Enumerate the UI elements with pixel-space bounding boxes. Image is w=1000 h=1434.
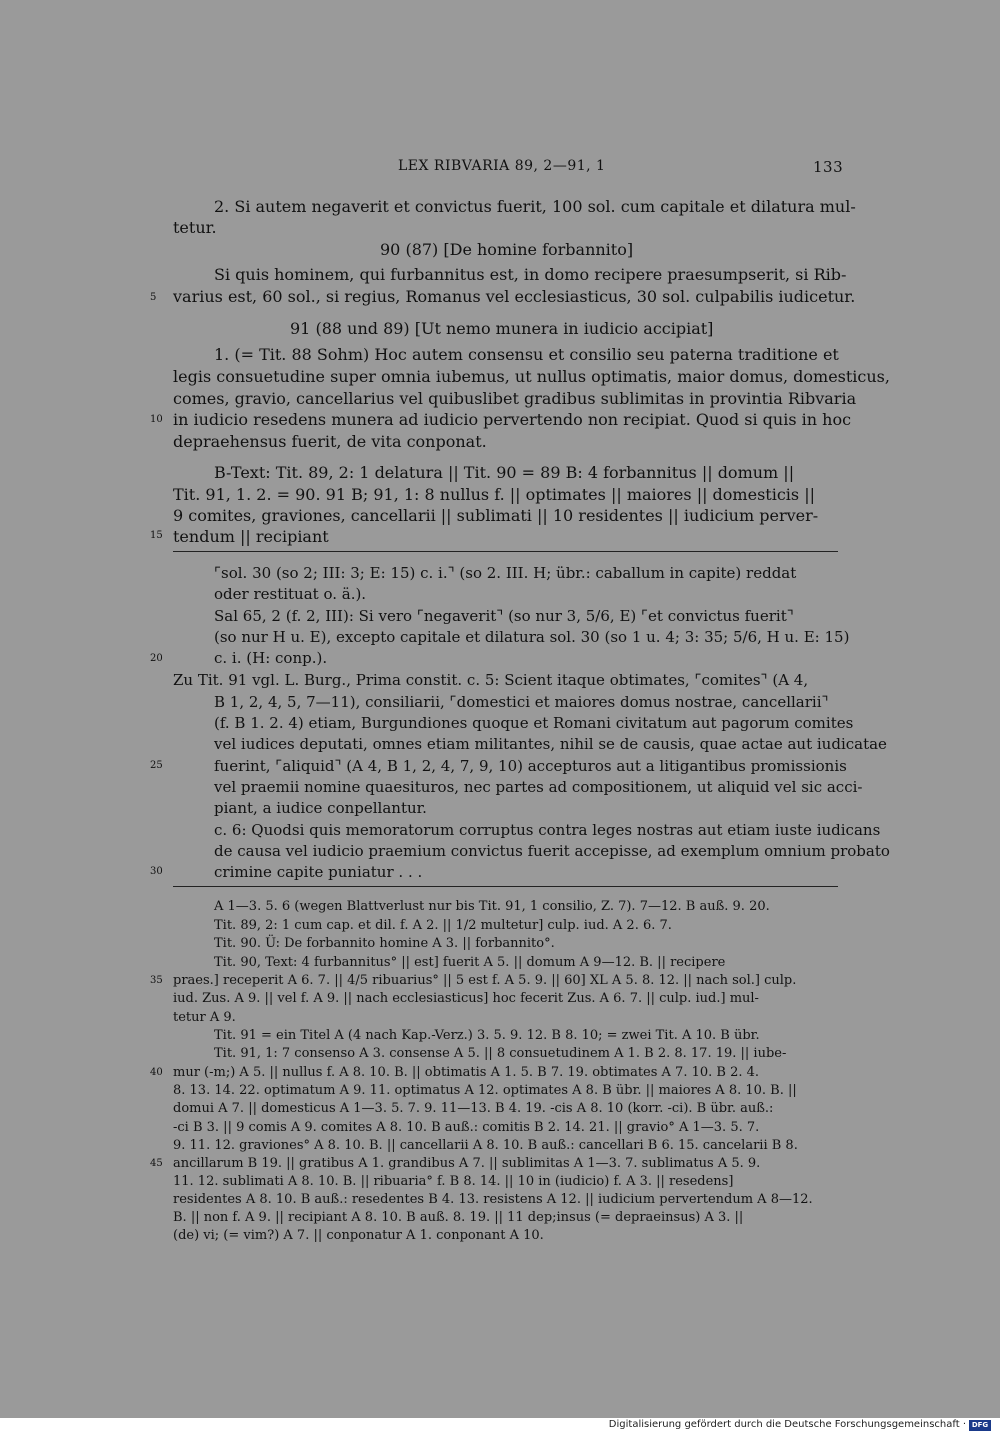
b-text-line: tendum || recipiant xyxy=(173,527,329,546)
apparatus-line: tetur A 9. xyxy=(173,1010,236,1025)
line-number: 30 xyxy=(150,866,163,877)
line-number: 10 xyxy=(150,414,163,425)
note-line: (so nur H u. E), excepto capitale et dilatura sol. 30 (so 1 u. 4; 3: 35; 5/6, H u. E: 15) xyxy=(214,628,850,646)
apparatus-line: (de) vi; (= vim?) A 7. || conponatur A 1. conponant A 10. xyxy=(173,1228,544,1243)
apparatus-line: Tit. 91, 1: 7 consenso A 3. consense A 5. || 8 consuetudinem A 1. B 2. 8. 17. 19. || iube- xyxy=(214,1046,787,1061)
page-number: 133 xyxy=(813,158,844,176)
note-line: de causa vel iudicio praemium convictus fuerit accepisse, ad exemplum omnium probato xyxy=(214,842,890,860)
main-line: legis consuetudine super omnia iubemus, ut nullus optimatis, maior domus, domesticus, xyxy=(173,367,890,386)
line-number: 35 xyxy=(150,975,163,986)
apparatus-line: mur (-m;) A 5. || nullus f. A 8. 10. B. || obtimatis A 1. 5. B 7. 19. obtimates A 7. 10. B 2. 4. xyxy=(173,1065,760,1080)
main-line: 2. Si autem negaverit et convictus fuerit, 100 sol. cum capitale et dilatura mul- xyxy=(214,197,856,216)
line-number: 40 xyxy=(150,1067,163,1078)
section-divider xyxy=(173,551,838,552)
apparatus-line: B. || non f. A 9. || recipiant A 8. 10. B auß. 8. 19. || 11 dep;insus (= depraeinsus) A 3. || xyxy=(173,1210,744,1225)
apparatus-line: 9. 11. 12. graviones° A 8. 10. B. || cancellarii A 8. 10. B auß.: cancellari B 6. 15. cancelarii B 8. xyxy=(173,1138,798,1153)
running-title: LEX RIBVARIA 89, 2—91, 1 xyxy=(398,158,606,174)
apparatus-line: Tit. 90, Text: 4 furbannitus° || est] fuerit A 5. || domum A 9—12. B. || recipere xyxy=(214,955,726,970)
main-line: in iudicio resedens munera ad iudicio pervertendo non recipiat. Quod si quis in hoc xyxy=(173,410,852,429)
note-line: oder restituat o. ä.). xyxy=(214,585,367,603)
line-number: 20 xyxy=(150,653,163,664)
line-number: 45 xyxy=(150,1158,163,1169)
note-line: vel iudices deputati, omnes etiam militantes, nihil se de causis, quae actae aut iudicatae xyxy=(214,735,887,753)
apparatus-line: iud. Zus. A 9. || vel f. A 9. || nach ecclesiasticus] hoc fecerit Zus. A 6. 7. || culp. iud.] mul- xyxy=(173,991,759,1006)
note-line: ⌜sol. 30 (so 2; III: 3; E: 15) c. i.⌝ (so 2. III. H; übr.: caballum in capite) reddat xyxy=(214,564,797,582)
apparatus-line: Tit. 89, 2: 1 cum cap. et dil. f. A 2. || 1/2 multetur] culp. iud. A 2. 6. 7. xyxy=(214,918,672,933)
note-line: vel praemii nomine quaesituros, nec partes ad compositionem, ut aliquid vel sic acci- xyxy=(214,778,863,796)
note-line: fuerint, ⌜aliquid⌝ (A 4, B 1, 2, 4, 7, 9, 10) accepturos aut a litigantibus promissionis xyxy=(214,757,847,775)
note-line: Zu Tit. 91 vgl. L. Burg., Prima constit. c. 5: Scient itaque obtimates, ⌜comites⌝ (A 4, xyxy=(173,671,809,689)
note-line: (f. B 1. 2. 4) etiam, Burgundiones quoque et Romani civitatum aut pagorum comites xyxy=(214,714,854,732)
apparatus-line: Tit. 91 = ein Titel A (4 nach Kap.-Verz.) 3. 5. 9. 12. B 8. 10; = zwei Tit. A 10. B übr. xyxy=(214,1028,760,1043)
main-line: varius est, 60 sol., si regius, Romanus vel ecclesiasticus, 30 sol. culpabilis iudicetur. xyxy=(173,287,856,306)
apparatus-line: 11. 12. sublimati A 8. 10. B. || ribuaria° f. B 8. 14. || 10 in (iudicio) f. A 3. || resedens] xyxy=(173,1174,734,1189)
credit-text: Digitalisierung gefördert durch die Deutsche Forschungsgemeinschaft · xyxy=(608,1419,966,1430)
apparatus-line: domui A 7. || domesticus A 1—3. 5. 7. 9. 11—13. B 4. 19. -cis A 8. 10 (korr. -ci). B übr. auß.: xyxy=(173,1101,774,1116)
note-line: c. 6: Quodsi quis memoratorum corruptus contra leges nostras aut etiam iuste iudicans xyxy=(214,821,881,839)
apparatus-line: 8. 13. 14. 22. optimatum A 9. 11. optimatus A 12. optimates A 8. B übr. || maiores A 8. 10. B. || xyxy=(173,1083,797,1098)
apparatus-line: praes.] receperit A 6. 7. || 4/5 ribuarius° || 5 est f. A 5. 9. || 60] XL A 5. 8. 12. || nach sol.] culp. xyxy=(173,973,797,988)
apparatus-line: Tit. 90. Ü: De forbannito homine A 3. || forbannito°. xyxy=(214,936,555,951)
note-line: Sal 65, 2 (f. 2, III): Si vero ⌜negaverit⌝ (so nur 3, 5/6, E) ⌜et convictus fuerit⌝ xyxy=(214,607,794,625)
b-text-line: Tit. 91, 1. 2. = 90. 91 B; 91, 1: 8 nullus f. || optimates || maiores || domesticis || xyxy=(173,485,815,504)
note-line: crimine capite puniatur . . . xyxy=(214,863,423,881)
line-number: 5 xyxy=(150,292,157,303)
b-text-line: B-Text: Tit. 89, 2: 1 delatura || Tit. 90 = 89 B: 4 forbannitus || domum || xyxy=(214,463,795,482)
main-line: tetur. xyxy=(173,218,217,237)
apparatus-line: A 1—3. 5. 6 (wegen Blattverlust nur bis Tit. 91, 1 consilio, Z. 7). 7—12. B auß. 9. 20. xyxy=(214,899,770,914)
main-line: depraehensus fuerit, de vita conponat. xyxy=(173,432,487,451)
note-line: B 1, 2, 4, 5, 7—11), consiliarii, ⌜domestici et maiores domus nostrae, cancellarii⌝ xyxy=(214,693,829,711)
apparatus-line: residentes A 8. 10. B auß.: resedentes B 4. 13. resistens A 12. || iudicium pervertendum A 8—12. xyxy=(173,1192,813,1207)
note-line: piant, a iudice conpellantur. xyxy=(214,799,427,817)
main-line: comes, gravio, cancellarius vel quibuslibet gradibus sublimitas in provintia Ribvaria xyxy=(173,389,857,408)
apparatus-line: -ci B 3. || 9 comis A 9. comites A 8. 10. B auß.: comitis B 2. 14. 21. || gravio° A 1—3. 5. 7. xyxy=(173,1120,760,1135)
main-line: Si quis hominem, qui furbannitus est, in domo recipere praesumpserit, si Rib- xyxy=(214,265,847,284)
line-number: 15 xyxy=(150,530,163,541)
main-line: 1. (= Tit. 88 Sohm) Hoc autem consensu et consilio seu paterna traditione et xyxy=(214,345,839,364)
dfg-logo-icon: DFG xyxy=(969,1420,991,1431)
note-line: c. i. (H: conp.). xyxy=(214,649,328,667)
section-heading: 90 (87) [De homine forbannito] xyxy=(380,240,634,259)
digitization-credit-bar xyxy=(0,1418,1000,1434)
b-text-line: 9 comites, graviones, cancellarii || sublimati || 10 residentes || iudicium perver- xyxy=(173,506,819,525)
apparatus-divider xyxy=(173,886,838,887)
apparatus-line: ancillarum B 19. || gratibus A 1. grandibus A 7. || sublimitas A 1—3. 7. sublimatus A 5. 9. xyxy=(173,1156,761,1171)
line-number: 25 xyxy=(150,760,163,771)
section-heading: 91 (88 und 89) [Ut nemo munera in iudicio accipiat] xyxy=(290,319,714,338)
